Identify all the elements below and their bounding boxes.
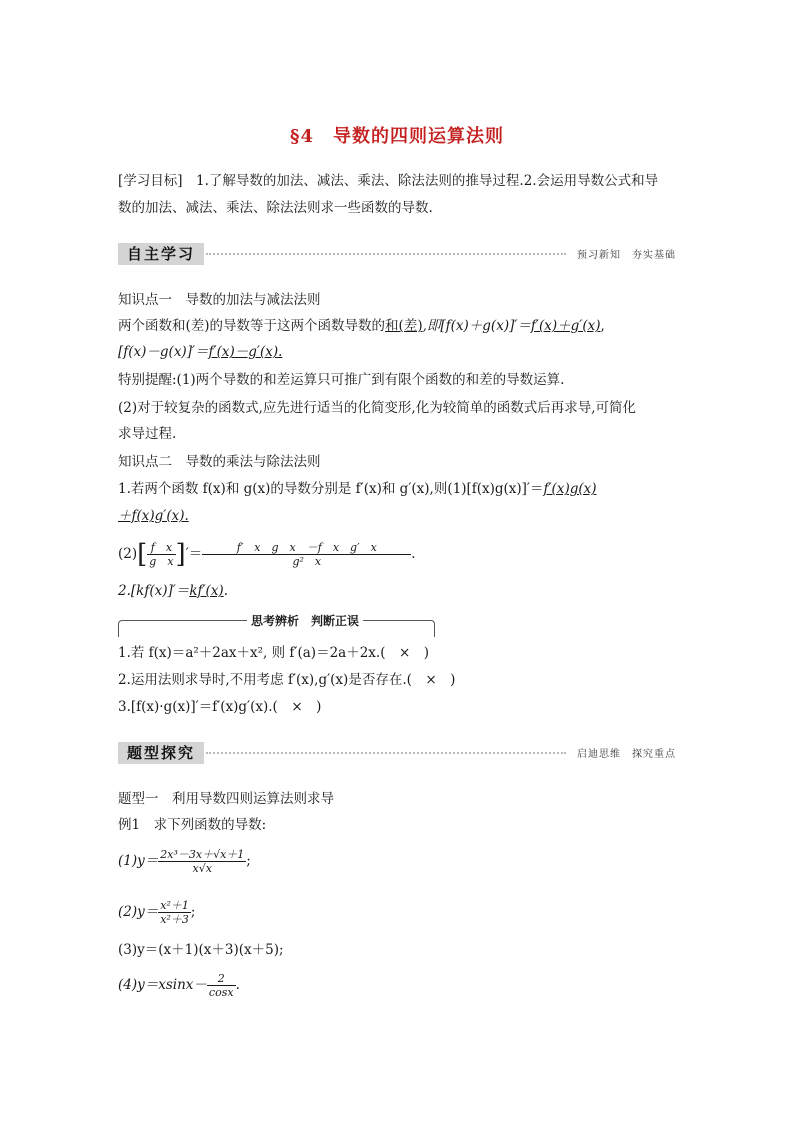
tip-line2: (2)对于较复杂的函数式,应先进行适当的化简变形,化为较简单的函数式后再求导,可简化: [118, 400, 636, 416]
kp2-line4: [118, 582, 228, 600]
numerator: f′ x g x －f x g′ x: [202, 541, 411, 555]
judge-item-1: 1.若 f(x)＝a²＋2ax＋x², 则 f′(a)＝2a＋2x.( × ): [118, 645, 430, 661]
problem-4: [118, 966, 240, 1004]
blank-answer: kf′(x): [189, 583, 224, 599]
section-subtitle: 启迪思维 探究重点: [577, 749, 676, 760]
section-header-self-study: [118, 243, 676, 265]
section-subtitle: 预习新知 夯实基础: [577, 250, 676, 261]
example-1: 例1 求下列函数的导数:: [118, 817, 267, 833]
problem-1-fraction: [158, 848, 246, 875]
section-tag: 自主学习: [118, 243, 204, 265]
text: ,即[f(x)＋g(x)]′＝: [422, 318, 531, 334]
numerator: 2: [207, 972, 236, 986]
problem-1: [118, 842, 251, 880]
learning-goals-line1: [学习目标] 1.了解导数的加法、减法、乘法、除法法则的推导过程.2.会运用导数公式和导: [118, 173, 659, 189]
left-bracket: [: [137, 539, 148, 570]
blank-answer: f′(x)＋g′(x): [530, 318, 601, 334]
kp1-line1: [118, 317, 605, 335]
section-header-exploration: [118, 742, 676, 764]
text: 2.[kf(x)]′＝: [118, 583, 190, 599]
problem-2-fraction: [158, 899, 191, 926]
text: (2)y＝: [118, 904, 159, 920]
dotted-divider: [206, 253, 566, 255]
text: 1.若两个函数 f(x)和 g(x)的导数分别是 f′(x)和 g′(x),则(1)[f(x)g(x)]′＝: [118, 481, 544, 497]
denominator: x²＋3: [160, 913, 189, 926]
denominator: g² x: [292, 555, 322, 568]
numerator: x²＋1: [160, 899, 189, 912]
blank-answer: f′(x)g(x): [543, 481, 597, 497]
right-bracket: ]: [175, 539, 186, 570]
numerator: 2x³－3x＋√x＋1: [160, 848, 245, 861]
text: ;: [246, 853, 251, 869]
problem-4-fraction: [207, 972, 236, 999]
denominator: cosx: [208, 986, 234, 999]
judge-item-2: 2.运用法则求导时,不用考虑 f′(x),g′(x)是否存在.( × ): [118, 672, 456, 688]
blank-answer: f′(x)－g′(x).: [208, 344, 283, 360]
text: .: [223, 583, 228, 599]
problem-3: (3)y＝(x＋1)(x＋3)(x＋5);: [118, 942, 284, 958]
text: ′＝: [185, 546, 203, 562]
page-title: §4 导数的四则运算法则: [290, 126, 504, 147]
judge-item-3: 3.[f(x)·g(x)]′＝f′(x)g′(x).( × ): [118, 699, 322, 715]
denominator: x√x: [192, 862, 212, 875]
think-box-label: 思考辨析 判断正误: [247, 612, 363, 629]
section-tag: 题型探究: [118, 742, 204, 764]
quotient-rule: [118, 532, 416, 576]
tip-line3: 求导过程.: [118, 426, 177, 442]
denominator: g x: [149, 555, 174, 568]
type1-heading: 题型一 利用导数四则运算法则求导: [118, 791, 334, 807]
problem-2: [118, 893, 195, 931]
kp2-heading: 知识点二 导数的乘法与除法法则: [118, 454, 321, 470]
text: ,: [600, 318, 605, 334]
kp2-line1: [118, 480, 597, 498]
dotted-divider: [206, 752, 566, 754]
text: .: [411, 546, 416, 562]
text: 两个函数和(差)的导数等于这两个函数导数的: [118, 318, 386, 334]
text: (4)y＝xsinx－: [118, 977, 207, 993]
kp2-line2: [118, 507, 189, 525]
quotient-fraction: [147, 541, 175, 568]
numerator: f x: [147, 541, 175, 555]
think-box: [118, 614, 435, 637]
text: (1)y＝: [118, 853, 159, 869]
text: .: [235, 977, 240, 993]
kp1-line2: [118, 343, 282, 361]
kp1-heading: 知识点一 导数的加法与减法法则: [118, 292, 321, 308]
text: ;: [190, 904, 196, 920]
text: (2): [118, 546, 138, 562]
blank-answer: 和(差): [385, 318, 423, 334]
blank-answer: ＋f(x)g′(x).: [118, 508, 189, 524]
learning-goals-line2: 数的加法、减法、乘法、除法法则求一些函数的导数.: [118, 200, 433, 216]
quotient-answer: [202, 541, 411, 568]
text: [f(x)－g(x)]′＝: [118, 344, 209, 360]
tip-line1: 特别提醒:(1)两个导数的和差运算只可推广到有限个函数的和差的导数运算.: [118, 372, 565, 388]
